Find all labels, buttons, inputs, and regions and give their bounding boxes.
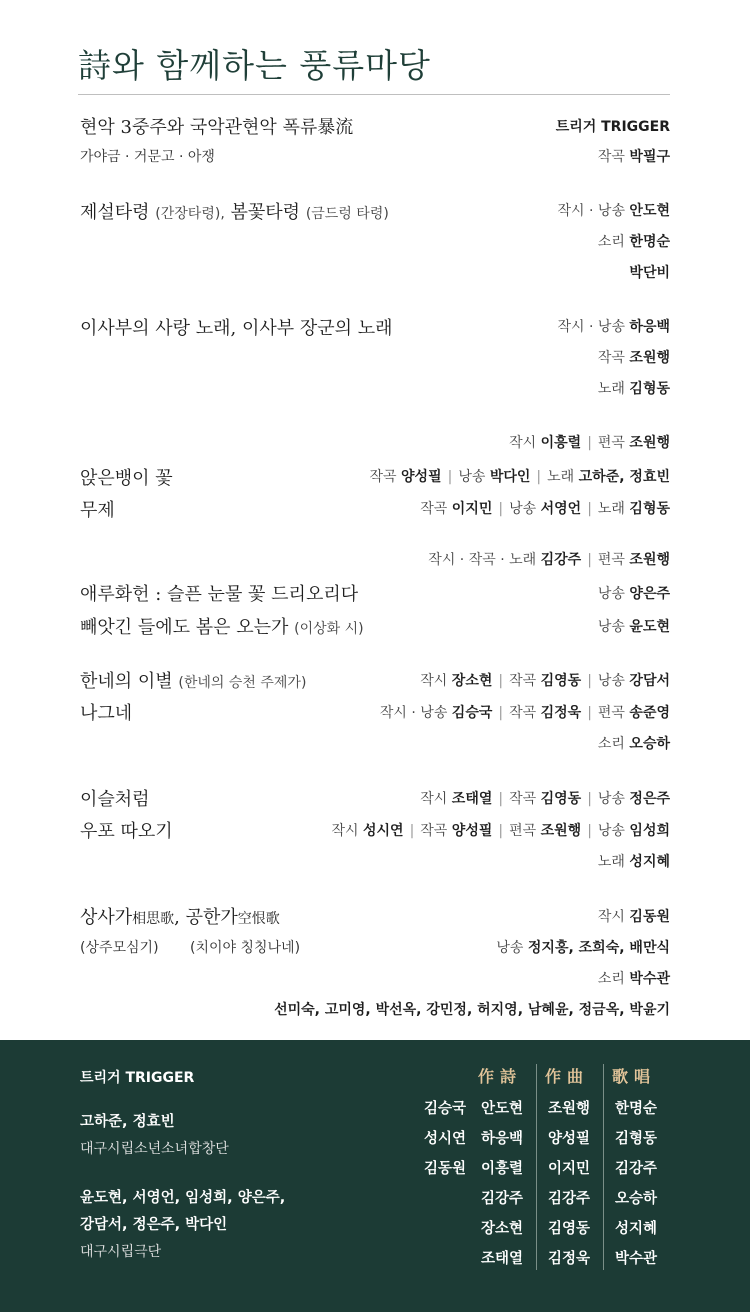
singer-name: 한명순 xyxy=(614,1101,658,1117)
program-8-subtitle-1: (상주모심기) xyxy=(80,940,159,956)
footer-group-name: 트리거 TRIGGER xyxy=(80,1070,195,1086)
program-5-song-2-title: 빼앗긴 들에도 봄은 오는가 (이상화 시) xyxy=(80,617,364,638)
header-singer: 歌唱 xyxy=(612,1067,657,1086)
program-2-singer-2: 박단비 xyxy=(629,265,670,281)
program-8-subtitle-2: (치이야 칭칭나네) xyxy=(190,940,301,956)
program-2-title: 제설타령 (간장타령), 봄꽃타령 (금드렁 타령) xyxy=(80,202,389,223)
footer-theatre-org: 대구시립극단 xyxy=(80,1244,162,1260)
poet-name: 하응백 xyxy=(480,1131,524,1147)
poet-name: 안도현 xyxy=(480,1101,524,1117)
column-divider xyxy=(536,1064,537,1270)
footer-choir-names: 고하준, 정효빈 xyxy=(80,1114,175,1130)
singer-name: 박수관 xyxy=(614,1251,658,1267)
program-7-song-2-credits: 작시 성시연 | 작곡 양성필 | 편곡 조원행 | 낭송 임성희 xyxy=(331,823,670,839)
footer-actor-names-1: 윤도현, 서영언, 임성희, 양은주, xyxy=(80,1190,286,1206)
singer-name: 김강주 xyxy=(614,1161,658,1177)
program-5-song-2-credits: 낭송 윤도현 xyxy=(597,619,670,635)
program-3-poet: 작시 · 낭송 하응백 xyxy=(557,319,670,335)
composer-name: 김정욱 xyxy=(547,1251,591,1267)
composer-name: 김영동 xyxy=(547,1221,591,1237)
program-7-singer: 노래 성지혜 xyxy=(597,854,670,870)
program-6-song-2-credits: 작시 · 낭송 김승국 | 작곡 김정욱 | 편곡 송준영 xyxy=(379,705,670,721)
program-3-title: 이사부의 사랑 노래, 이사부 장군의 노래 xyxy=(80,318,393,339)
program-8-poet: 작시 김동원 xyxy=(597,909,670,925)
program-4-song-2-credits: 작곡 이지민 | 낭송 서영언 | 노래 김형동 xyxy=(420,501,670,517)
program-1-composer: 작곡 박필구 xyxy=(597,149,670,165)
program-5-song-1-credits: 낭송 양은주 xyxy=(597,586,670,602)
program-7-song-1-title: 이슬처럼 xyxy=(80,789,150,810)
singer-name: 오승하 xyxy=(614,1191,658,1207)
column-divider xyxy=(603,1064,604,1270)
program-6-singer: 소리 오승하 xyxy=(597,736,670,752)
composer-name: 이지민 xyxy=(547,1161,591,1177)
program-8-singer: 소리 박수관 xyxy=(597,971,670,987)
header-composer: 作曲 xyxy=(545,1067,590,1086)
poet-name: 장소현 xyxy=(480,1221,524,1237)
program-2-poet: 작시 · 낭송 안도현 xyxy=(557,203,670,219)
footer-extra-name: 김승국 xyxy=(423,1101,466,1117)
title-divider xyxy=(78,94,670,95)
singer-name: 성지혜 xyxy=(614,1221,658,1237)
poet-name: 이흥렬 xyxy=(480,1161,524,1177)
program-8-title: 상사가相思歌, 공한가空恨歌 xyxy=(80,907,280,928)
program-8-chorus: 선미숙, 고미영, 박선옥, 강민정, 허지영, 남혜윤, 정금옥, 박윤기 xyxy=(274,1002,670,1018)
program-3-singer: 노래 김형동 xyxy=(597,381,670,397)
program-4-song-1-title: 앉은뱅이 꽃 xyxy=(80,468,173,489)
program-7-song-1-credits: 작시 조태열 | 작곡 김영동 | 낭송 정은주 xyxy=(420,791,670,807)
composer-name: 양성필 xyxy=(547,1131,591,1147)
footer-choir-org: 대구시립소년소녀합창단 xyxy=(80,1141,229,1157)
program-5-credits: 작시 · 작곡 · 노래 김강주 | 편곡 조원행 xyxy=(428,552,670,568)
singer-name: 김형동 xyxy=(614,1131,658,1147)
program-1-title: 현악 3중주와 국악관현악 폭류暴流 xyxy=(80,117,354,138)
program-4-credits: 작시 이흥렬 | 편곡 조원행 xyxy=(509,435,670,451)
page-title: 詩와 함께하는 풍류마당 xyxy=(78,46,431,85)
poet-name: 김강주 xyxy=(480,1191,524,1207)
program-6-song-1-title: 한네의 이별 (한네의 승천 주제가) xyxy=(80,671,307,692)
program-4-song-2-title: 무제 xyxy=(80,500,115,521)
program-6-song-2-title: 나그네 xyxy=(80,703,133,724)
footer-actor-names-2: 강담서, 정은주, 박다인 xyxy=(80,1217,228,1233)
composer-name: 김강주 xyxy=(547,1191,591,1207)
footer-extra-name: 김동원 xyxy=(423,1161,466,1177)
composer-name: 조원행 xyxy=(547,1101,591,1117)
program-6-song-1-credits: 작시 장소현 | 작곡 김영동 | 낭송 강담서 xyxy=(420,673,670,689)
program-7-song-2-title: 우포 따오기 xyxy=(80,821,173,842)
program-3-composer: 작곡 조원행 xyxy=(597,350,670,366)
program-4-song-1-credits: 작곡 양성필 | 낭송 박다인 | 노래 고하준, 정효빈 xyxy=(369,469,670,485)
header-poet: 作詩 xyxy=(478,1067,523,1086)
footer-extra-name: 성시연 xyxy=(423,1131,466,1147)
poet-name: 조태열 xyxy=(480,1251,524,1267)
program-8-reciters: 낭송 정지홍, 조희숙, 배만식 xyxy=(496,940,670,956)
program-5-song-1-title: 애루화헌 : 슬픈 눈물 꽃 드리오리다 xyxy=(80,584,359,605)
program-2-singer: 소리 한명순 xyxy=(597,234,670,250)
program-1-instruments: 가야금 · 거문고 · 아쟁 xyxy=(80,149,215,165)
program-1-performer: 트리거 TRIGGER xyxy=(555,119,670,135)
